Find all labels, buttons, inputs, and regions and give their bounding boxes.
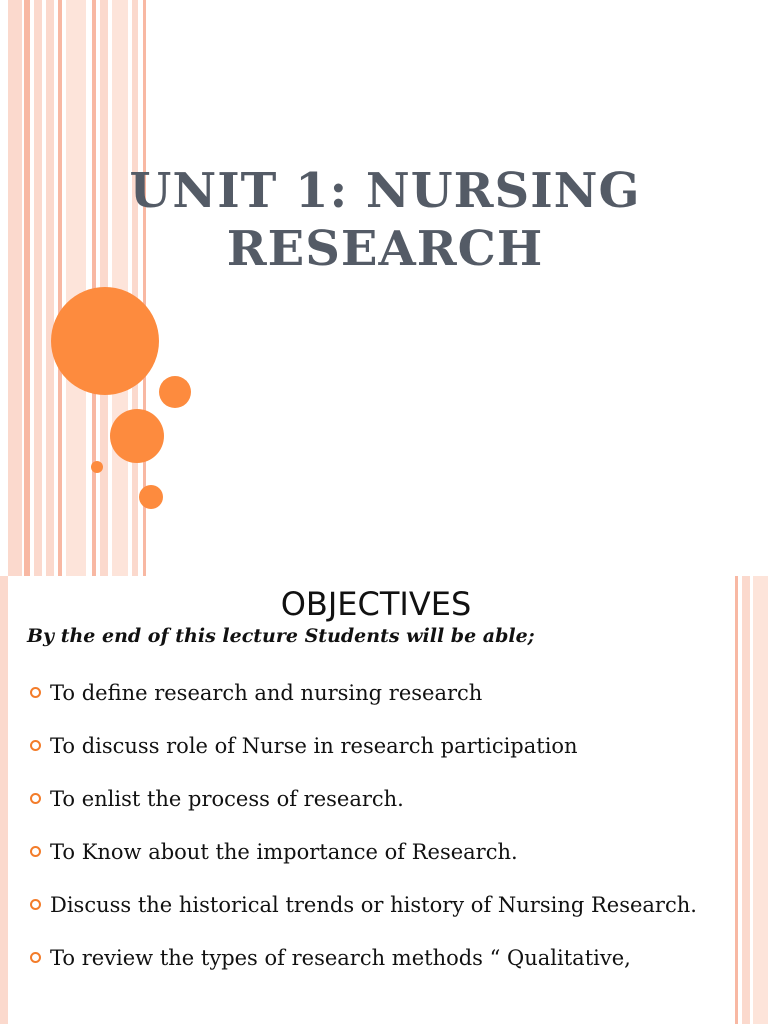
objectives-slide: [0, 576, 768, 1024]
title-line-1: UNIT 1: NURSING: [129, 163, 641, 219]
slide-title: [120, 162, 650, 278]
bullet-icon: [30, 687, 41, 698]
decorative-circle-medium: [110, 409, 164, 463]
objective-text: To review the types of research methods “ Qualitative,: [50, 946, 631, 970]
objective-text: Discuss the historical trends or history of Nursing Research.: [50, 893, 697, 917]
list-item: [30, 724, 728, 769]
list-item: [30, 777, 728, 822]
bullet-icon: [30, 793, 41, 804]
objectives-intro: By the end of this lecture Students will be able;: [27, 625, 535, 647]
decorative-stripe: [753, 576, 768, 1024]
decorative-stripe: [742, 576, 750, 1024]
decorative-stripe: [735, 576, 738, 1024]
decorative-circle-small: [159, 376, 191, 408]
title-line-2: RESEARCH: [226, 221, 544, 277]
list-item: [30, 936, 728, 981]
decorative-stripe: [24, 0, 30, 576]
objectives-heading: OBJECTIVES: [280, 585, 472, 623]
bullet-icon: [30, 899, 41, 910]
decorative-stripe: [132, 0, 138, 576]
list-item: [30, 830, 728, 875]
objectives-list: [30, 671, 728, 989]
bullet-icon: [30, 846, 41, 857]
objective-text: To enlist the process of research.: [50, 787, 404, 811]
decorative-circle-small: [139, 485, 163, 509]
list-item: [30, 671, 728, 716]
bullet-icon: [30, 740, 41, 751]
objective-text: To Know about the importance of Research.: [50, 840, 518, 864]
decorative-stripe: [66, 0, 86, 576]
decorative-circle-tiny: [91, 461, 103, 473]
decorative-stripe: [0, 576, 8, 1024]
decorative-stripe: [34, 0, 42, 576]
decorative-stripe: [8, 0, 22, 576]
list-item: [30, 883, 728, 928]
decorative-stripe: [58, 0, 62, 576]
decorative-stripe: [46, 0, 54, 576]
decorative-circle-large: [51, 287, 159, 395]
bullet-icon: [30, 952, 41, 963]
objective-text: To discuss role of Nurse in research participation: [50, 734, 578, 758]
objective-text: To define research and nursing research: [50, 681, 483, 705]
